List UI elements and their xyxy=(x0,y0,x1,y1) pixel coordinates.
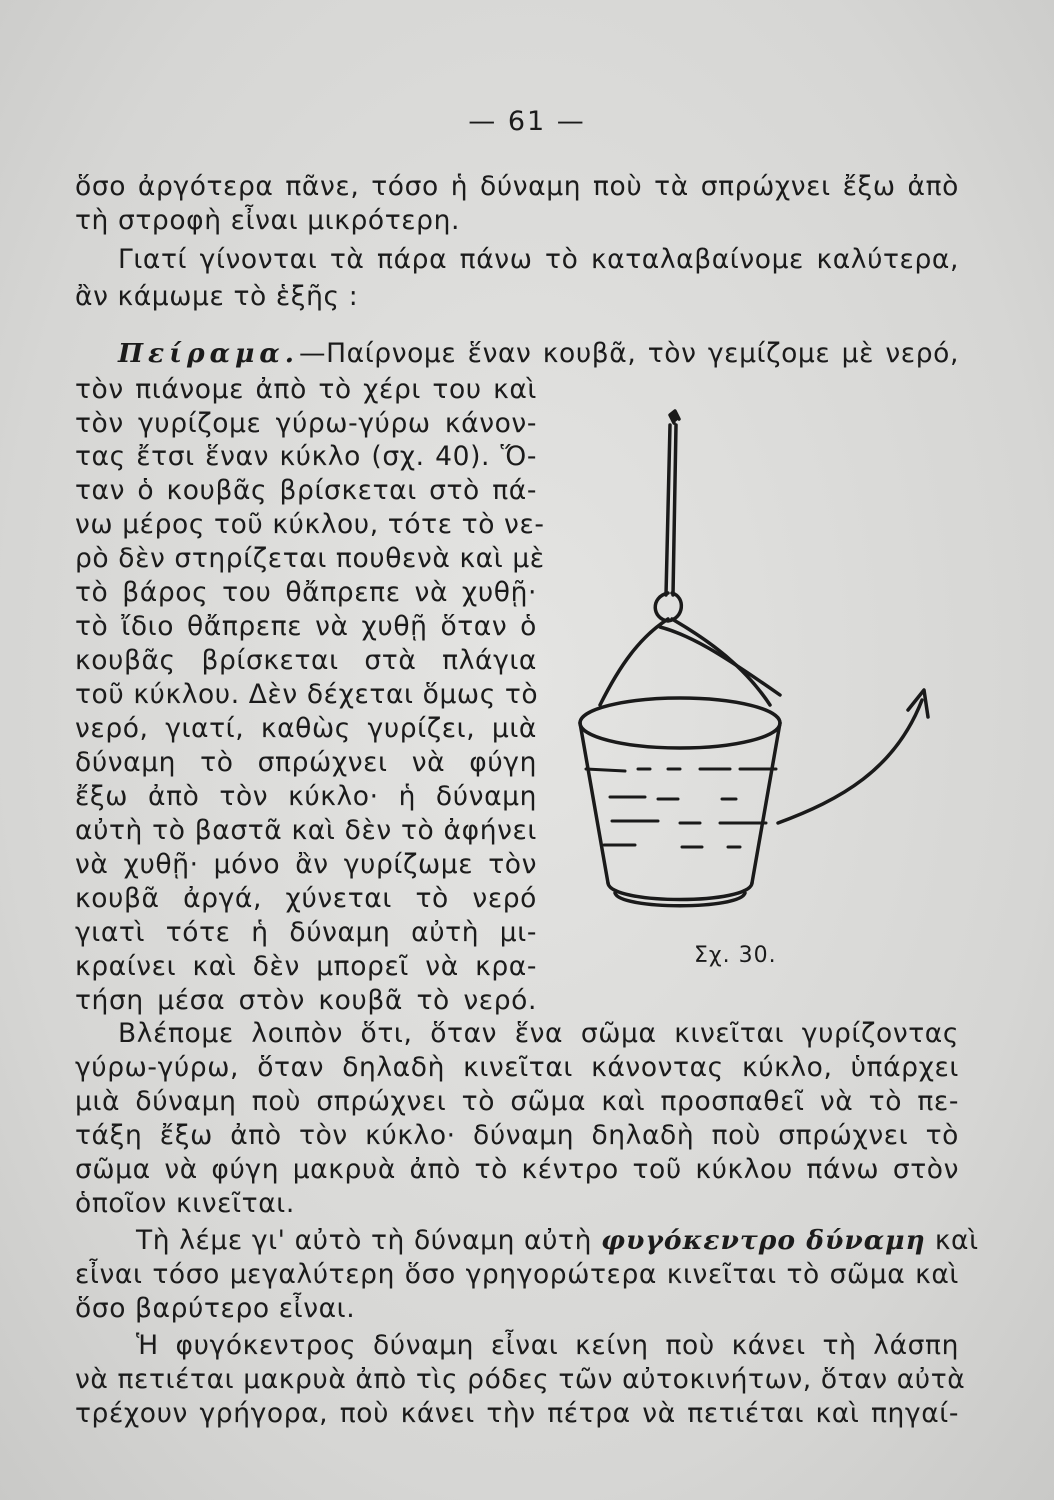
text-line: μιὰ δύναμη ποὺ σπρώχνει τὸ σῶμα καὶ προσπαθεῖ νὰ τὸ πε- xyxy=(75,1086,959,1117)
text-line: τὸν πιάνομε ἀπὸ τὸ χέρι του καὶ xyxy=(75,374,537,405)
text-line: τὸν γυρίζομε γύρω-γύρω κάνον- xyxy=(75,408,537,439)
text-line: νὰ χυθῇ· μόνο ἂν γυρίζωμε τὸν xyxy=(75,849,537,880)
text-line: τὸ βάρος του θἄπρεπε νὰ χυθῇ· xyxy=(75,577,537,608)
paragraph3-first-line xyxy=(136,1224,979,1258)
experiment-first-line: —Παίρνομε ἕναν κουβᾶ, τὸν γεμίζομε μὲ νερό, xyxy=(299,338,959,369)
text-line: ἔξω ἀπὸ τὸν κύκλο· ἡ δύναμη xyxy=(75,781,537,812)
bail-left xyxy=(600,619,668,705)
text-line: τρέχουν γρήγορα, ποὺ κάνει τὴν πέτρα νὰ πετιέται καὶ πηγαί- xyxy=(75,1398,959,1429)
text-line: νὰ πετιέται μακρυὰ ἀπὸ τὶς ρόδες τῶν αὐτοκινήτων, ὅταν αὐτὰ xyxy=(75,1364,966,1395)
experiment-heading: Πείραμα. xyxy=(118,338,300,369)
text-line: ταν ὁ κουβᾶς βρίσκεται στὸ πά- xyxy=(75,475,537,506)
figure-caption: Σχ. 30. xyxy=(694,943,777,968)
text-line: νερό, γιατί, καθὼς γυρίζει, μιὰ xyxy=(75,713,537,744)
text-line: ὅσο ἀργότερα πᾶνε, τόσο ἡ δύναμη ποὺ τὰ σπρώχνει ἔξω ἀπὸ xyxy=(75,171,959,202)
bucket-figure xyxy=(540,405,970,915)
rod-line xyxy=(666,425,670,595)
paragraph3-before: Τὴ λέμε γι' αὐτὸ τὴ δύναμη αὐτὴ xyxy=(136,1225,592,1256)
text-line: ἂν κάμωμε τὸ ἑξῆς : xyxy=(75,281,359,312)
bucket-rim xyxy=(580,698,780,748)
bucket-base xyxy=(608,883,752,900)
text-line: κραίνει καὶ δὲν μπορεῖ νὰ κρα- xyxy=(75,951,537,982)
text-line: κουβᾶ ἀργά, χύνεται τὸ νερό xyxy=(75,883,537,914)
text-line: εἶναι τόσο μεγαλύτερη ὅσο γρηγορώτερα κινεῖται τὸ σῶμα καὶ xyxy=(75,1259,959,1290)
page-number: — 61 — xyxy=(468,106,586,137)
text-line: Ἡ φυγόκεντρος δύναμη εἶναι κείνη ποὺ κάνει τὴ λάσπη xyxy=(136,1330,959,1361)
text-line: δύναμη τὸ σπρώχνει νὰ φύγη xyxy=(75,747,537,778)
curved-arrow xyxy=(778,700,922,823)
paragraph3-after: καὶ xyxy=(934,1225,979,1256)
text-line: κουβᾶς βρίσκεται στὰ πλάγια xyxy=(75,645,537,676)
text-line: γιατὶ τότε ἡ δύναμη αὐτὴ μι- xyxy=(75,917,537,948)
text-line: γύρω-γύρω, ὅταν δηλαδὴ κινεῖται κάνοντας κύκλο, ὑπάρχει xyxy=(75,1052,959,1083)
text-line: τὸ ἴδιο θἄπρεπε νὰ χυθῇ ὅταν ὁ xyxy=(75,611,537,642)
bail-right xyxy=(672,619,770,705)
loop-knot xyxy=(655,593,681,621)
text-line: ὁποῖον κινεῖται. xyxy=(75,1188,295,1219)
hook-icon xyxy=(670,411,679,423)
text-line: τοῦ κύκλου. Δὲν δέχεται ὅμως τὸ xyxy=(75,679,539,710)
bucket-side-right xyxy=(752,723,780,883)
text-line: τας ἔτσι ἕναν κύκλο (σχ. 40). Ὅ- xyxy=(75,441,537,472)
text-line: ρὸ δὲν στηρίζεται πουθενὰ καὶ μὲ xyxy=(75,543,545,574)
bucket-side-left xyxy=(580,723,608,883)
text-line: Βλέπομε λοιπὸν ὅτι, ὅταν ἕνα σῶμα κινεῖται γυρίζοντας xyxy=(118,1018,959,1049)
text-line: τήση μέσα στὸν κουβᾶ τὸ νερό. xyxy=(75,985,537,1016)
text-line: τάξη ἔξω ἀπὸ τὸν κύκλο· δύναμη δηλαδὴ ποὺ σπρώχνει τὸ xyxy=(75,1120,959,1151)
text-line: Γιατί γίνονται τὰ πάρα πάνω τὸ καταλαβαίνομε καλύτερα, xyxy=(118,244,959,275)
text-line: σῶμα νὰ φύγη μακρυὰ ἀπὸ τὸ κέντρο τοῦ κύκλου πάνω στὸν xyxy=(75,1154,959,1185)
text-line: τὴ στροφὴ εἶναι μικρότερη. xyxy=(75,205,461,236)
experiment-heading-line xyxy=(118,337,959,371)
text-line: αὐτὴ τὸ βαστᾶ καὶ δὲν τὸ ἀφήνει xyxy=(75,815,537,846)
text-line: ὅσο βαρύτερο εἶναι. xyxy=(75,1293,356,1324)
centrifugal-force-term: φυγόκεντρο δύναμη xyxy=(601,1225,926,1256)
text-line: νω μέρος τοῦ κύκλου, τότε τὸ νε- xyxy=(75,509,545,540)
